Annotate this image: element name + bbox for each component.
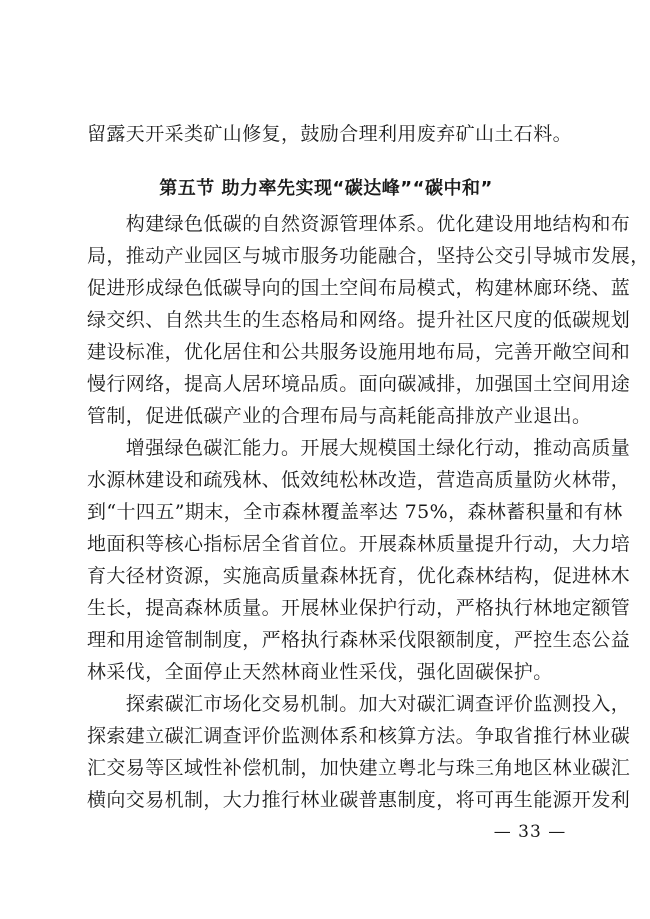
paragraph-line: 育大径材资源，实施高质量森林抚育，优化森林结构，促进林木 <box>87 565 631 587</box>
paragraph-line: 局，推动产业园区与城市服务功能融合，坚持公交引导城市发展， <box>87 245 650 267</box>
paragraph-line: 林采伐，全面停止天然林商业性采伐，强化固碳保护。 <box>87 661 553 683</box>
paragraph-line: 横向交易机制，大力推行林业碳普惠制度，将可再生能源开发利 <box>87 789 631 811</box>
paragraph-line: 到“十四五”期末，全市森林覆盖率达 75%，森林蓄积量和有林 <box>87 501 623 523</box>
paragraph-line: 慢行网络，提高人居环境品质。面向碳减排，加强国土空间用途 <box>87 373 631 395</box>
paragraph-line: 水源林建设和疏残林、低效纯松林改造，营造高质量防火林带， <box>87 469 631 491</box>
paragraph-line: 建设标准，优化居住和公共服务设施用地布局，完善开敞空间和 <box>87 341 631 363</box>
intro-line: 留露天开采类矿山修复，鼓励合理利用废弃矿山土石料。 <box>87 123 573 145</box>
section-title: 第五节 助力率先实现“碳达峰”“碳中和” <box>159 178 493 199</box>
page-number: — 33 — <box>493 822 567 842</box>
paragraph-3 <box>87 688 631 816</box>
paragraph-line: 促进形成绿色低碳导向的国土空间布局模式，构建林廊环绕、蓝 <box>87 277 631 299</box>
paragraph-line: 生长，提高森林质量。开展林业保护行动，严格执行林地定额管 <box>87 597 631 619</box>
paragraph-line: 探索建立碳汇调查评价监测体系和核算方法。争取省推行林业碳 <box>87 725 631 747</box>
paragraph-line: 探索碳汇市场化交易机制。加大对碳汇调查评价监测投入， <box>87 693 631 715</box>
paragraph-line: 构建绿色低碳的自然资源管理体系。优化建设用地结构和布 <box>87 213 631 235</box>
intro-text <box>87 118 573 150</box>
paragraph-line: 增强绿色碳汇能力。开展大规模国土绿化行动，推动高质量 <box>87 437 631 459</box>
paragraph-line: 绿交织、自然共生的生态格局和网络。提升社区尺度的低碳规划 <box>87 309 631 331</box>
paragraph-1 <box>87 208 650 432</box>
paragraph-line: 管制，促进低碳产业的合理布局与高耗能高排放产业退出。 <box>87 405 592 427</box>
paragraph-line: 理和用途管制制度，严格执行森林采伐限额制度，严控生态公益 <box>87 629 631 651</box>
paragraph-2 <box>87 432 631 688</box>
paragraph-line: 汇交易等区域性补偿机制，加快建立粤北与珠三角地区林业碳汇 <box>87 757 631 779</box>
paragraph-line: 地面积等核心指标居全省首位。开展森林质量提升行动，大力培 <box>87 533 631 555</box>
